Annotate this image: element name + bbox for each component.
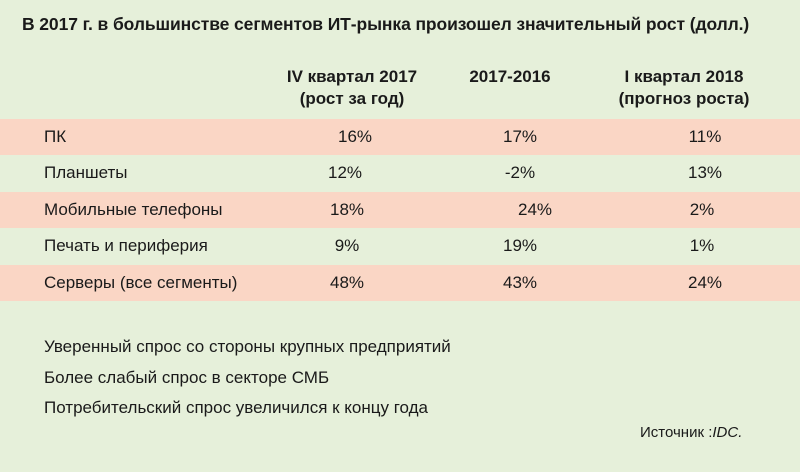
column-header-q4-2017 bbox=[272, 66, 432, 110]
row-label: ПК bbox=[44, 127, 67, 146]
table-row bbox=[0, 192, 800, 228]
note-text: Уверенный спрос со стороны крупных предприятий bbox=[44, 337, 451, 356]
note-text: Более слабый спрос в секторе СМБ bbox=[44, 368, 330, 387]
table-row bbox=[0, 155, 800, 191]
table-row bbox=[0, 265, 800, 301]
cell-value: 16% bbox=[337, 127, 373, 146]
column-header-line: 2017-2016 bbox=[469, 67, 551, 86]
cell-value: -2% bbox=[504, 163, 536, 182]
column-header-line: (рост за год) bbox=[299, 89, 405, 108]
source-prefix: Источник : bbox=[640, 424, 713, 441]
cell-value: 11% bbox=[688, 127, 722, 146]
column-header-line: (прогноз роста) bbox=[618, 89, 750, 108]
row-label: Мобильные телефоны bbox=[44, 200, 223, 219]
column-header-line: I квартал 2018 bbox=[624, 67, 744, 86]
cell-value: 24% bbox=[517, 200, 553, 219]
table-row bbox=[0, 228, 800, 264]
cell-value: 43% bbox=[502, 273, 538, 292]
cell-value: 1% bbox=[689, 236, 715, 255]
column-header-q1-2018 bbox=[600, 66, 768, 110]
column-header-line: IV квартал 2017 bbox=[286, 67, 418, 86]
cell-value: 12% bbox=[327, 163, 363, 182]
cell-value: 9% bbox=[334, 236, 360, 255]
row-label: Серверы (все сегменты) bbox=[44, 273, 238, 292]
column-header-2017-2016 bbox=[440, 66, 580, 88]
cell-value: 17% bbox=[502, 127, 538, 146]
source-name: IDC. bbox=[712, 424, 743, 441]
cell-value: 2% bbox=[689, 200, 715, 219]
cell-value: 13% bbox=[687, 163, 723, 182]
source-credit bbox=[640, 424, 742, 441]
cell-value: 19% bbox=[502, 236, 538, 255]
row-label: Планшеты bbox=[44, 163, 128, 182]
table-title: В 2017 г. в большинстве сегментов ИТ-рынка произошел значительный рост (долл.) bbox=[22, 14, 750, 34]
table-row bbox=[0, 119, 800, 155]
cell-value: 18% bbox=[329, 200, 365, 219]
note-text: Потребительский спрос увеличился к концу года bbox=[44, 398, 429, 417]
cell-value: 48% bbox=[329, 273, 365, 292]
cell-value: 24% bbox=[687, 273, 723, 292]
row-label: Печать и периферия bbox=[44, 236, 208, 255]
